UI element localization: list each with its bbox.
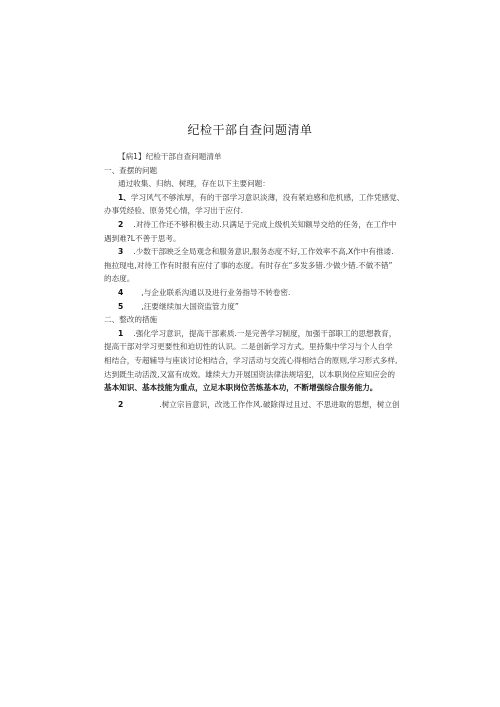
item-text: ,汪要继续加大国资监管力度” xyxy=(141,301,239,311)
section-heading: 二、整改的措施 xyxy=(104,315,158,325)
item-number: 4 xyxy=(118,287,124,297)
item-text: .强化学习意识，提高干部素质.一是完善学习制度，加强干部职工的思想教育， xyxy=(133,328,397,338)
item-text: .对待工作还不够积极主动.只满足于完成上级机关知额导交给的任务，在工作中 xyxy=(133,219,397,229)
doc-line: 办事凭经验、原务凭心情，学习出于应付. xyxy=(104,206,244,216)
list-item xyxy=(104,398,420,412)
doc-line: 达到既生动活泼,又富有成效。雄续大力开展国资法律法规培犯，以本职岗位应知应会的 xyxy=(104,369,395,379)
item-number: 2 xyxy=(118,399,124,409)
item-text: .少数干部映乏全局观念和服务意识,服务态度不好,工作效率不高,X作中有推诿. xyxy=(133,247,394,257)
doc-line: 通过收集、归纳、树理，存在以下主要问题： xyxy=(118,179,270,189)
item-text: ,与企业联系沟通以及进行业务指导不转卷密. xyxy=(141,287,291,297)
list-item xyxy=(104,218,420,232)
doc-line: 遇到难?L不善于思考。 xyxy=(104,233,181,243)
item-text: 学习风气不够浓厚，有的干部学习意识淡薄，没有紧迫感和危机感，工作凭感觉、 xyxy=(130,192,405,202)
doc-line: 基本知识、基本技能为重点，立足本职岗位苦炼基本功，不断增强综合服务能力。 xyxy=(104,383,378,393)
item-number: 1 xyxy=(118,192,124,202)
item-number: 2 xyxy=(118,219,124,229)
doc-line: 相结合，专超辅导与座谈讨论相结合，学习活动与交流心得相结合的原则,学习形式多样, xyxy=(104,355,398,365)
list-item xyxy=(104,300,420,314)
item-number: 5 xyxy=(118,301,124,311)
doc-line: 提高干部对学习更要性和迫切性的认识。二是创新学习方式。里持集中学习与个人自学 xyxy=(104,342,393,352)
document-body xyxy=(104,150,420,411)
item-number: 3 xyxy=(118,247,124,257)
doc-line: 【病1】纪检干部自查问题清单 xyxy=(118,152,222,161)
doc-line: 的态度。 xyxy=(104,274,135,284)
list-item xyxy=(104,245,420,259)
document-title: 纪检干部自查问题清单 xyxy=(187,123,313,137)
item-text: .树立宗旨意识，改选工作作风.破除得过且过、不思进取的思想，树立创 xyxy=(159,399,400,409)
section-heading: 一、查摆的问题 xyxy=(104,165,158,175)
doc-line: 拖拉现电,对待工作有时报有应付了事的态度。有时存在“多发多错.少做少错.不做不错” xyxy=(104,260,393,270)
list-item xyxy=(104,327,420,341)
list-item: 1、学习风气不够浓厚，有的干部学习意识淡薄，没有紧迫感和危机感，工作凭感觉、 xyxy=(118,192,405,202)
list-item xyxy=(104,286,420,300)
item-number: 1 xyxy=(118,328,124,338)
